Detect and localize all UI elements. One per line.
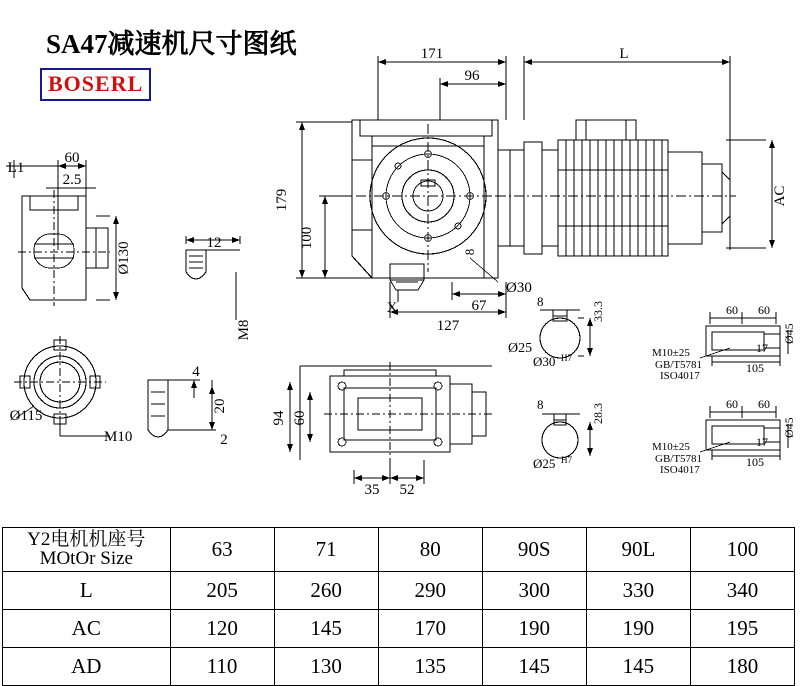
dim-d30: Ø30 bbox=[506, 280, 532, 296]
dim-M10: M10 bbox=[104, 429, 133, 445]
flange2-bolt: M10±25 bbox=[652, 441, 690, 453]
cell-AD-3: 135 bbox=[378, 647, 482, 685]
table-header-label-en: MOtOr Size bbox=[39, 548, 133, 570]
dim-171: 171 bbox=[420, 46, 444, 62]
dim-2p5: 2.5 bbox=[62, 172, 82, 188]
size-col-1: 63 bbox=[170, 528, 274, 572]
cell-AC-5: 190 bbox=[586, 609, 690, 647]
dim-d30H7-sup: H7 bbox=[561, 353, 572, 363]
dim-20: 20 bbox=[212, 398, 228, 414]
cell-L-4: 300 bbox=[482, 571, 586, 609]
dim-179: 179 bbox=[274, 188, 290, 212]
dim-94: 94 bbox=[271, 410, 287, 426]
brand-logo: BOSERL bbox=[40, 68, 151, 101]
size-col-5: 90L bbox=[586, 528, 690, 572]
flange1-60b: 60 bbox=[758, 303, 770, 317]
cell-L-3: 290 bbox=[378, 571, 482, 609]
flange2-60a: 60 bbox=[726, 397, 738, 411]
dim-100: 100 bbox=[299, 226, 315, 250]
dim-d30H7: Ø30 bbox=[533, 354, 556, 369]
cell-AD-2: 130 bbox=[274, 647, 378, 685]
dim-8-upper: 8 bbox=[537, 294, 544, 309]
spec-table bbox=[2, 527, 795, 686]
dim-X: X bbox=[386, 300, 398, 316]
cell-AD-1: 110 bbox=[170, 647, 274, 685]
flange2-60b: 60 bbox=[758, 397, 770, 411]
flange1-std2: ISO4017 bbox=[660, 370, 700, 382]
flange1-d45: Ø45 bbox=[782, 323, 796, 344]
page-title: SA47减速机尺寸图纸 bbox=[46, 29, 297, 59]
dim-d25H7: Ø25 bbox=[533, 456, 556, 471]
table-row bbox=[3, 609, 795, 647]
dim-8-lower: 8 bbox=[537, 397, 544, 412]
size-col-4: 90S bbox=[482, 528, 586, 572]
dim-52: 52 bbox=[399, 482, 415, 498]
dim-4: 4 bbox=[192, 364, 200, 380]
dim-12: 12 bbox=[206, 235, 222, 251]
cell-AC-1: 120 bbox=[170, 609, 274, 647]
size-col-6: 100 bbox=[690, 528, 794, 572]
dim-28p3: 28.3 bbox=[591, 403, 605, 424]
dim-67: 67 bbox=[471, 298, 487, 314]
flange2-std2: ISO4017 bbox=[660, 464, 700, 476]
dim-2: 2 bbox=[220, 432, 228, 448]
dim-96: 96 bbox=[464, 68, 480, 84]
cell-L-2: 260 bbox=[274, 571, 378, 609]
flange2-105: 105 bbox=[746, 455, 764, 469]
flange1-17: 17 bbox=[756, 341, 768, 355]
flange1-60a: 60 bbox=[726, 303, 738, 317]
cell-AC-2: 145 bbox=[274, 609, 378, 647]
dim-127: 127 bbox=[436, 318, 460, 334]
dim-60-left: 60 bbox=[64, 150, 80, 166]
dim-d115: Ø115 bbox=[9, 408, 43, 424]
cell-AC-6: 195 bbox=[690, 609, 794, 647]
cell-AD-6: 180 bbox=[690, 647, 794, 685]
dim-60-bottom: 60 bbox=[292, 410, 308, 426]
dim-35: 35 bbox=[364, 482, 380, 498]
cell-L-6: 340 bbox=[690, 571, 794, 609]
flange2-d45: Ø45 bbox=[782, 417, 796, 438]
dim-small-8: 8 bbox=[462, 248, 477, 256]
dim-33p3: 33.3 bbox=[591, 301, 605, 322]
flange1-std1: GB/T5781 bbox=[655, 359, 703, 371]
dim-d130: Ø130 bbox=[116, 241, 132, 275]
dim-d25H7-sup: H7 bbox=[561, 455, 572, 465]
row-label-AC: AC bbox=[3, 609, 171, 647]
dim-L1: L1 bbox=[7, 160, 25, 176]
cell-L-1: 205 bbox=[170, 571, 274, 609]
cell-AC-4: 190 bbox=[482, 609, 586, 647]
dim-M8: M8 bbox=[236, 319, 252, 341]
size-col-3: 80 bbox=[378, 528, 482, 572]
flange2-17: 17 bbox=[756, 435, 768, 449]
dim-L: L bbox=[619, 46, 629, 62]
cell-L-5: 330 bbox=[586, 571, 690, 609]
dim-AC: AC bbox=[772, 185, 788, 207]
flange2-std1: GB/T5781 bbox=[655, 453, 703, 465]
table-header-row bbox=[3, 528, 795, 572]
row-label-L: L bbox=[3, 571, 171, 609]
cell-AD-4: 145 bbox=[482, 647, 586, 685]
table-header-label bbox=[3, 528, 171, 572]
cell-AC-3: 170 bbox=[378, 609, 482, 647]
dim-d30-sec: Ø25 bbox=[508, 341, 533, 356]
table-header-label-cn: Y2电机机座号 bbox=[27, 529, 146, 550]
flange1-105: 105 bbox=[746, 361, 764, 375]
table-row bbox=[3, 571, 795, 609]
cell-AD-5: 145 bbox=[586, 647, 690, 685]
size-col-2: 71 bbox=[274, 528, 378, 572]
row-label-AD: AD bbox=[3, 647, 171, 685]
table-row bbox=[3, 647, 795, 685]
flange1-bolt: M10±25 bbox=[652, 347, 690, 359]
